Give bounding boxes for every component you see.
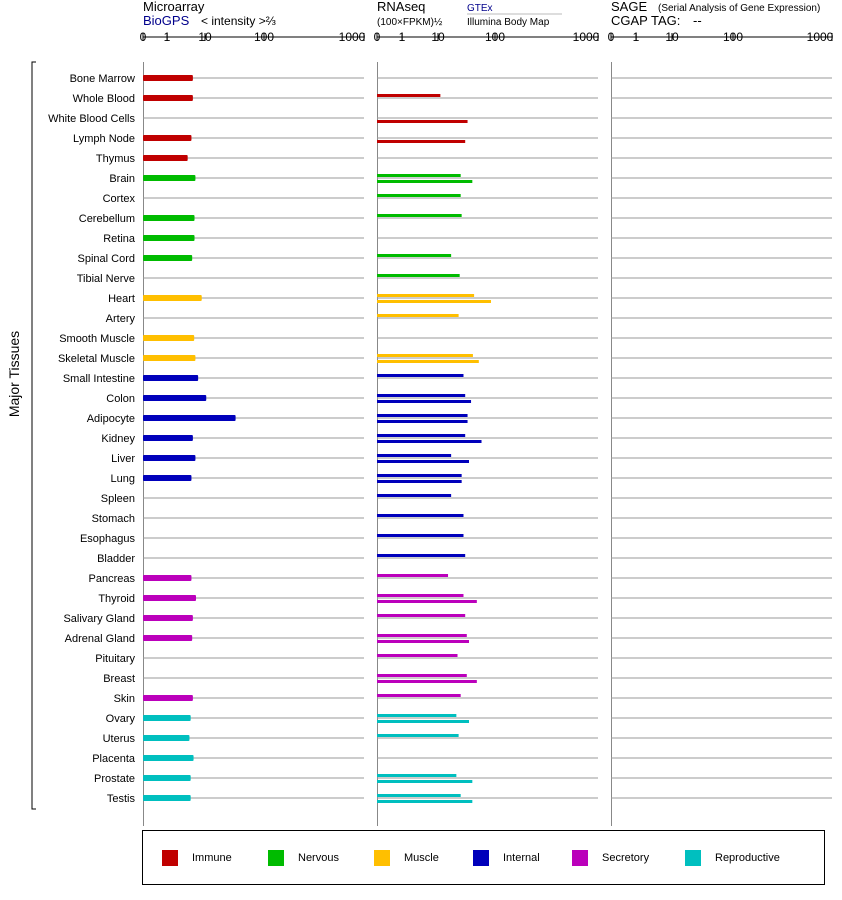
legend-item-reproductive: [685, 850, 780, 866]
legend-item-muscle: [374, 850, 439, 866]
tissue-label: Salivary Gland: [63, 613, 135, 625]
tissue-label: Placenta: [92, 753, 135, 765]
legend-swatch-immune: [162, 850, 178, 866]
cgap-tag-label: CGAP TAG:: [611, 13, 681, 28]
microarray-bar: [143, 575, 191, 581]
legend-swatch-reproductive: [685, 850, 701, 866]
tissue-label: Adrenal Gland: [64, 633, 135, 645]
microarray-bar: [143, 615, 193, 621]
microarray-bar: [143, 335, 194, 341]
gtex-bar: [377, 614, 465, 617]
x-tick-label: 1: [398, 30, 406, 44]
tissue-label: Prostate: [94, 773, 135, 785]
gtex-bar: [377, 794, 461, 797]
microarray-source[interactable]: BioGPS: [143, 13, 190, 28]
gtex-bar: [377, 674, 467, 677]
ibm-bar: [377, 400, 471, 403]
gtex-bar: [377, 734, 459, 737]
legend-swatch-nervous: [268, 850, 284, 866]
tissue-label: Spinal Cord: [77, 253, 135, 265]
legend-item-internal: [473, 850, 540, 866]
gtex-bar: [377, 694, 461, 697]
tissue-label: Tibial Nerve: [76, 273, 135, 285]
rnaseq-scale: (100×FPKM)½: [377, 17, 443, 28]
microarray-bar: [143, 175, 195, 181]
x-tick-label: 10: [431, 30, 445, 44]
gtex-source[interactable]: GTEx: [467, 3, 493, 14]
legend-item-immune: [162, 850, 232, 866]
x-tick-label: 1000: [572, 30, 600, 44]
gtex-bar: [377, 214, 462, 217]
legend-swatch-internal: [473, 850, 489, 866]
microarray-bar: [143, 255, 192, 261]
microarray-bar: [143, 415, 236, 421]
ibm-bar: [377, 680, 477, 683]
tissue-label: Liver: [111, 453, 135, 465]
gtex-bar: [377, 174, 461, 177]
tissue-label: Bone Marrow: [69, 73, 135, 85]
microarray-scale: < intensity >⅔: [201, 14, 276, 28]
microarray-bar: [143, 355, 195, 361]
gtex-bar: [377, 634, 467, 637]
gtex-bar: [377, 354, 473, 357]
gtex-bar: [377, 714, 456, 717]
x-tick-label: 0: [607, 30, 615, 44]
legend-label: Nervous: [298, 852, 339, 864]
legend-swatch-muscle: [374, 850, 390, 866]
x-tick-label: 0: [373, 30, 381, 44]
ibm-bar: [377, 420, 468, 423]
gtex-bar: [377, 254, 451, 257]
x-tick-label: 1000: [806, 30, 834, 44]
tissue-label: Thyroid: [98, 593, 135, 605]
tissue-label: Lung: [110, 473, 135, 485]
tissue-label: Heart: [108, 293, 135, 305]
ibm-bar: [377, 640, 469, 643]
ibm-bar: [377, 800, 472, 803]
gtex-bar: [377, 454, 451, 457]
rnaseq-title: RNAseq: [377, 0, 426, 14]
gtex-bar: [377, 94, 440, 97]
gtex-bar: [377, 534, 463, 537]
ibm-bar: [377, 460, 469, 463]
chart-body: [48, 30, 833, 826]
gtex-bar: [377, 294, 474, 297]
tissue-label: Ovary: [105, 713, 135, 725]
microarray-bar: [143, 95, 193, 101]
microarray-bar: [143, 295, 202, 301]
cgap-tag-value: --: [693, 13, 702, 28]
sage-subtitle: (Serial Analysis of Gene Expression): [658, 3, 821, 14]
microarray-bar: [143, 395, 206, 401]
ibm-bar: [377, 780, 472, 783]
tissue-label: Breast: [103, 673, 135, 685]
microarray-bar: [143, 715, 191, 721]
tissue-label: Colon: [106, 393, 135, 405]
ibm-bar: [377, 720, 469, 723]
microarray-bar: [143, 75, 193, 81]
gtex-bar: [377, 574, 448, 577]
gtex-bar: [377, 474, 462, 477]
x-tick-label: 1000: [338, 30, 366, 44]
microarray-bar: [143, 755, 194, 761]
tissue-label: Skeletal Muscle: [57, 353, 135, 365]
ibm-bar: [377, 300, 491, 303]
microarray-bar: [143, 455, 195, 461]
tissue-label: Lymph Node: [73, 133, 135, 145]
tissue-label: Esophagus: [79, 533, 135, 545]
legend: [142, 830, 825, 885]
sage-title: SAGE: [611, 0, 648, 14]
tissue-label: Cerebellum: [78, 213, 135, 225]
legend-item-nervous: [268, 850, 339, 866]
microarray-bar: [143, 435, 193, 441]
microarray-bar: [143, 695, 193, 701]
microarray-bar: [143, 595, 196, 601]
x-tick-label: 100: [253, 30, 275, 44]
legend-swatch-secretory: [572, 850, 588, 866]
gtex-bar: [377, 194, 461, 197]
gtex-bar: [377, 434, 465, 437]
legend-label: Internal: [503, 852, 540, 864]
tissue-label: Skin: [113, 693, 135, 705]
tissue-label: Brain: [109, 173, 135, 185]
x-tick-label: 0: [139, 30, 147, 44]
gtex-bar: [377, 414, 468, 417]
x-tick-label: 10: [665, 30, 679, 44]
gtex-bar: [377, 274, 460, 277]
ibm-bar: [377, 440, 482, 443]
legend-item-secretory: [572, 850, 649, 866]
legend-label: Secretory: [602, 852, 650, 864]
microarray-bar: [143, 775, 191, 781]
x-tick-label: 100: [484, 30, 506, 44]
tissue-label: Cortex: [102, 193, 135, 205]
ibm-bar: [377, 180, 472, 183]
tissue-label: Uterus: [102, 733, 135, 745]
tissue-label: Stomach: [91, 513, 135, 525]
tissue-label: Artery: [105, 313, 135, 325]
tissue-label: Pituitary: [95, 653, 135, 665]
tissue-label: Retina: [103, 233, 135, 245]
gtex-bar: [377, 774, 456, 777]
microarray-bar: [143, 235, 195, 241]
gtex-bar: [377, 394, 465, 397]
tissue-label: White Blood Cells: [48, 113, 135, 125]
legend-label: Muscle: [404, 852, 439, 864]
gtex-bar: [377, 374, 463, 377]
tissue-label: Pancreas: [88, 573, 135, 585]
ibm-bar: [377, 360, 479, 363]
tissue-label: Bladder: [97, 553, 135, 565]
tissue-label: Smooth Muscle: [59, 333, 135, 345]
gtex-bar: [377, 594, 463, 597]
legend-label: Immune: [192, 852, 232, 864]
microarray-bar: [143, 135, 191, 141]
microarray-bar: [143, 375, 198, 381]
gtex-bar: [377, 314, 459, 317]
tissue-label: Testis: [106, 793, 135, 805]
tissue-label: Kidney: [101, 433, 135, 445]
x-tick-label: 1: [632, 30, 640, 44]
y-group-bracket: [32, 62, 36, 809]
tissue-label: Adipocyte: [86, 413, 135, 425]
legend-label: Reproductive: [715, 852, 780, 864]
microarray-bar: [143, 795, 191, 801]
gtex-bar: [377, 554, 465, 557]
x-tick-label: 1: [163, 30, 171, 44]
microarray-bar: [143, 635, 192, 641]
ibm-bar: [377, 600, 477, 603]
ibm-bar: [377, 120, 468, 123]
x-tick-label: 100: [722, 30, 744, 44]
ibm-bar: [377, 140, 465, 143]
ibm-bar: [377, 480, 462, 483]
microarray-bar: [143, 475, 191, 481]
gtex-bar: [377, 494, 451, 497]
tissue-label: Spleen: [100, 493, 135, 505]
microarray-bar: [143, 155, 188, 161]
microarray-title: Microarray: [143, 0, 205, 14]
y-group-label: Major Tissues: [6, 330, 22, 418]
x-tick-label: 10: [198, 30, 212, 44]
tissue-label: Small Intestine: [62, 373, 135, 385]
tissue-label: Whole Blood: [72, 93, 135, 105]
ibm-source[interactable]: Illumina Body Map: [467, 17, 550, 28]
microarray-bar: [143, 735, 189, 741]
tissue-label: Thymus: [95, 153, 135, 165]
gtex-bar: [377, 654, 458, 657]
gtex-bar: [377, 514, 463, 517]
microarray-bar: [143, 215, 195, 221]
